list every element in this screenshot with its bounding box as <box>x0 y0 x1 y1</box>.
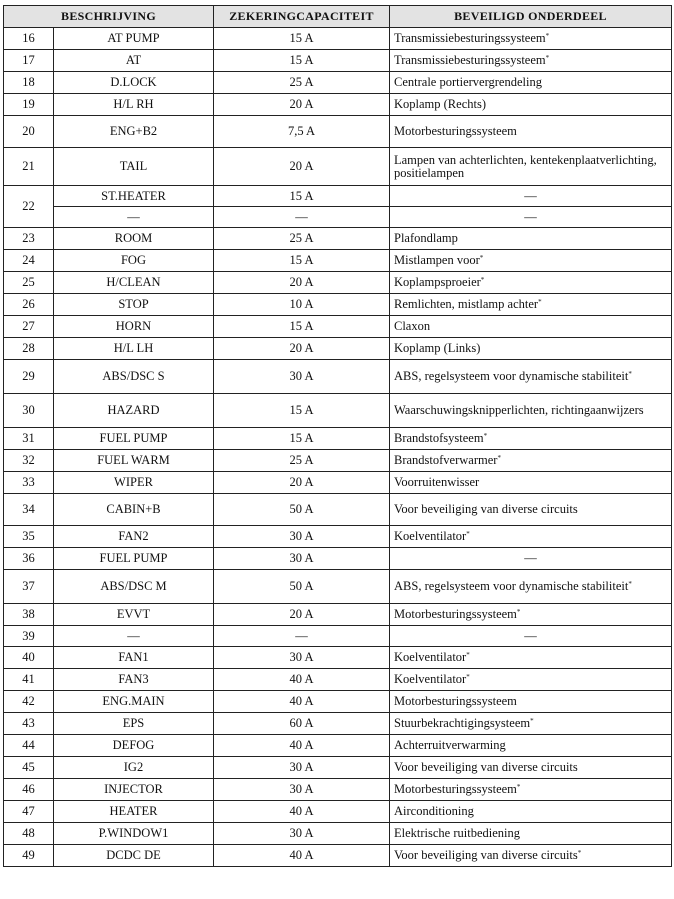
fuse-number: 19 <box>4 94 54 116</box>
protected-component-text: Voorruitenwisser <box>394 475 480 489</box>
fuse-capacity: 25 A <box>214 72 390 94</box>
protected-component-text: Motorbesturingssysteem <box>394 782 517 796</box>
table-row <box>4 116 672 148</box>
protected-component-text: Claxon <box>394 319 431 333</box>
fuse-description: FAN1 <box>54 647 214 669</box>
table-row <box>4 604 672 626</box>
fuse-capacity: 40 A <box>214 691 390 713</box>
fuse-number: 27 <box>4 316 54 338</box>
protected-component <box>390 428 672 450</box>
table-row <box>4 207 672 228</box>
table-row <box>4 94 672 116</box>
protected-component <box>390 570 672 604</box>
fuse-table <box>3 5 672 867</box>
fuse-description: EVVT <box>54 604 214 626</box>
protected-component <box>390 94 672 116</box>
fuse-number: 36 <box>4 548 54 570</box>
protected-component <box>390 116 672 148</box>
protected-component-text: Koplampsproeier <box>394 275 481 289</box>
protected-component <box>390 669 672 691</box>
table-row <box>4 472 672 494</box>
protected-component-text: — <box>524 551 537 565</box>
protected-component-text: Lampen van achterlichten, kentekenplaatverlichting, positielampen <box>394 152 657 180</box>
table-row <box>4 526 672 548</box>
fuse-description: — <box>54 626 214 647</box>
fuse-number: 20 <box>4 116 54 148</box>
protected-component-text: Centrale portiervergrendeling <box>394 75 542 89</box>
protected-component <box>390 338 672 360</box>
fuse-capacity: 30 A <box>214 647 390 669</box>
fuse-description: FUEL PUMP <box>54 548 214 570</box>
fuse-table-body <box>4 28 672 867</box>
footnote-marker: * <box>466 530 470 538</box>
protected-component-text: Waarschuwingsknipperlichten, richtingaanwijzers <box>394 403 644 417</box>
fuse-capacity: 50 A <box>214 570 390 604</box>
fuse-number: 35 <box>4 526 54 548</box>
header-protected: BEVEILIGD ONDERDEEL <box>390 6 672 28</box>
fuse-number: 49 <box>4 845 54 867</box>
footnote-marker: * <box>497 454 501 462</box>
protected-component <box>390 548 672 570</box>
fuse-description: AT <box>54 50 214 72</box>
fuse-number: 21 <box>4 148 54 186</box>
fuse-description: HEATER <box>54 801 214 823</box>
table-row <box>4 50 672 72</box>
fuse-capacity: 25 A <box>214 228 390 250</box>
protected-component <box>390 250 672 272</box>
table-row <box>4 316 672 338</box>
header-description: BESCHRIJVING <box>4 6 214 28</box>
fuse-capacity: 20 A <box>214 272 390 294</box>
table-row <box>4 757 672 779</box>
table-row <box>4 647 672 669</box>
fuse-capacity: 30 A <box>214 779 390 801</box>
table-row <box>4 186 672 207</box>
footnote-marker: * <box>516 608 521 616</box>
fuse-capacity: 15 A <box>214 250 390 272</box>
fuse-capacity: 20 A <box>214 148 390 186</box>
protected-component-text: ABS, regelsysteem voor dynamische stabiliteit <box>394 369 629 383</box>
fuse-description: STOP <box>54 294 214 316</box>
footnote-marker: * <box>483 432 488 440</box>
protected-component <box>390 494 672 526</box>
table-row <box>4 228 672 250</box>
fuse-number: 25 <box>4 272 54 294</box>
table-row <box>4 691 672 713</box>
table-row <box>4 801 672 823</box>
protected-component-text: Plafondlamp <box>394 231 458 245</box>
fuse-number: 43 <box>4 713 54 735</box>
fuse-capacity: — <box>214 207 390 228</box>
fuse-description: INJECTOR <box>54 779 214 801</box>
fuse-capacity: 30 A <box>214 757 390 779</box>
protected-component-text: Airconditioning <box>394 804 474 818</box>
fuse-capacity: 30 A <box>214 360 390 394</box>
table-row <box>4 394 672 428</box>
protected-component-text: Remlichten, mistlamp achter <box>394 297 539 311</box>
fuse-number: 38 <box>4 604 54 626</box>
fuse-capacity: 40 A <box>214 845 390 867</box>
table-row <box>4 148 672 186</box>
fuse-capacity: 10 A <box>214 294 390 316</box>
footnote-marker: * <box>480 276 485 284</box>
fuse-description: AT PUMP <box>54 28 214 50</box>
fuse-number: 46 <box>4 779 54 801</box>
table-row <box>4 338 672 360</box>
protected-component <box>390 294 672 316</box>
fuse-number: 47 <box>4 801 54 823</box>
fuse-number: 16 <box>4 28 54 50</box>
protected-component-text: Stuurbekrachtigingsysteem <box>394 716 531 730</box>
fuse-number: 30 <box>4 394 54 428</box>
fuse-description: ENG+B2 <box>54 116 214 148</box>
fuse-description: DEFOG <box>54 735 214 757</box>
table-row <box>4 845 672 867</box>
table-row <box>4 669 672 691</box>
fuse-description: FUEL PUMP <box>54 428 214 450</box>
protected-component-text: Koelventilator <box>394 650 467 664</box>
protected-component <box>390 72 672 94</box>
fuse-description: H/L RH <box>54 94 214 116</box>
protected-component <box>390 801 672 823</box>
protected-component <box>390 735 672 757</box>
table-row <box>4 570 672 604</box>
table-row <box>4 823 672 845</box>
table-row <box>4 779 672 801</box>
fuse-description: ENG.MAIN <box>54 691 214 713</box>
protected-component <box>390 394 672 428</box>
fuse-capacity: 15 A <box>214 186 390 207</box>
fuse-description: ROOM <box>54 228 214 250</box>
header-row <box>4 6 672 28</box>
protected-component <box>390 50 672 72</box>
table-row <box>4 494 672 526</box>
fuse-number: 23 <box>4 228 54 250</box>
fuse-capacity: 60 A <box>214 713 390 735</box>
fuse-number: 34 <box>4 494 54 526</box>
fuse-capacity: 20 A <box>214 472 390 494</box>
fuse-number: 33 <box>4 472 54 494</box>
fuse-description: ST.HEATER <box>54 186 214 207</box>
protected-component-text: Elektrische ruitbediening <box>394 826 521 840</box>
fuse-description: CABIN+B <box>54 494 214 526</box>
footnote-marker: * <box>466 673 470 681</box>
protected-component-text: Koplamp (Rechts) <box>394 97 486 111</box>
fuse-description: WIPER <box>54 472 214 494</box>
fuse-capacity: 7,5 A <box>214 116 390 148</box>
fuse-number: 42 <box>4 691 54 713</box>
protected-component-text: Brandstofverwarmer <box>394 453 498 467</box>
fuse-description: — <box>54 207 214 228</box>
table-row <box>4 548 672 570</box>
protected-component-text: Koelventilator <box>394 529 467 543</box>
table-row <box>4 428 672 450</box>
protected-component-text: — <box>524 209 537 224</box>
fuse-description: H/CLEAN <box>54 272 214 294</box>
protected-component-text: Achterruitverwarming <box>394 738 506 752</box>
protected-component-text: — <box>524 628 537 643</box>
table-row <box>4 72 672 94</box>
protected-component <box>390 779 672 801</box>
protected-component <box>390 272 672 294</box>
fuse-capacity: 20 A <box>214 94 390 116</box>
fuse-description: FUEL WARM <box>54 450 214 472</box>
fuse-capacity: 15 A <box>214 316 390 338</box>
protected-component <box>390 450 672 472</box>
fuse-description: FOG <box>54 250 214 272</box>
fuse-number: 17 <box>4 50 54 72</box>
protected-component-text: Voor beveiliging van diverse circuits <box>394 848 578 862</box>
fuse-capacity: 25 A <box>214 450 390 472</box>
fuse-number: 18 <box>4 72 54 94</box>
fuse-description: P.WINDOW1 <box>54 823 214 845</box>
protected-component <box>390 823 672 845</box>
protected-component <box>390 626 672 647</box>
fuse-number: 26 <box>4 294 54 316</box>
protected-component-text: Koplamp (Links) <box>394 341 481 355</box>
protected-component-text: Voor beveiliging van diverse circuits <box>394 502 578 516</box>
fuse-number: 45 <box>4 757 54 779</box>
fuse-capacity: 40 A <box>214 669 390 691</box>
fuse-capacity: 15 A <box>214 394 390 428</box>
fuse-number: 31 <box>4 428 54 450</box>
fuse-number: 48 <box>4 823 54 845</box>
protected-component <box>390 526 672 548</box>
fuse-description: FAN2 <box>54 526 214 548</box>
footnote-marker: * <box>479 254 484 262</box>
fuse-capacity: 20 A <box>214 604 390 626</box>
protected-component <box>390 207 672 228</box>
fuse-description: ABS/DSC S <box>54 360 214 394</box>
fuse-capacity: 30 A <box>214 823 390 845</box>
protected-component-text: Motorbesturingssysteem <box>394 694 517 708</box>
protected-component <box>390 228 672 250</box>
fuse-description: HAZARD <box>54 394 214 428</box>
fuse-number: 41 <box>4 669 54 691</box>
table-row <box>4 735 672 757</box>
table-row <box>4 28 672 50</box>
fuse-description: ABS/DSC M <box>54 570 214 604</box>
footnote-marker: * <box>545 32 550 40</box>
fuse-capacity: 40 A <box>214 735 390 757</box>
table-row <box>4 272 672 294</box>
footnote-marker: * <box>628 370 632 378</box>
fuse-description: IG2 <box>54 757 214 779</box>
protected-component <box>390 148 672 186</box>
protected-component-text: ABS, regelsysteem voor dynamische stabiliteit <box>394 579 629 593</box>
fuse-capacity: 20 A <box>214 338 390 360</box>
fuse-capacity: 40 A <box>214 801 390 823</box>
fuse-number: 28 <box>4 338 54 360</box>
protected-component <box>390 186 672 207</box>
table-row <box>4 626 672 647</box>
protected-component <box>390 647 672 669</box>
fuse-capacity: 15 A <box>214 428 390 450</box>
fuse-description: TAIL <box>54 148 214 186</box>
protected-component-text: Mistlampen voor <box>394 253 480 267</box>
protected-component-text: — <box>524 188 537 203</box>
header-capacity: ZEKERINGCAPACITEIT <box>214 6 390 28</box>
fuse-number: 39 <box>4 626 54 647</box>
fuse-number: 40 <box>4 647 54 669</box>
fuse-number: 32 <box>4 450 54 472</box>
fuse-number: 22 <box>4 186 54 228</box>
fuse-number: 37 <box>4 570 54 604</box>
protected-component <box>390 28 672 50</box>
protected-component-text: Brandstofsysteem <box>394 431 484 445</box>
footnote-marker: * <box>538 298 542 306</box>
fuse-number: 29 <box>4 360 54 394</box>
table-row <box>4 713 672 735</box>
fuse-description: EPS <box>54 713 214 735</box>
protected-component <box>390 604 672 626</box>
fuse-capacity: 30 A <box>214 548 390 570</box>
protected-component <box>390 316 672 338</box>
protected-component-text: Transmissiebesturingssysteem <box>394 53 546 67</box>
fuse-description: HORN <box>54 316 214 338</box>
fuse-description: FAN3 <box>54 669 214 691</box>
fuse-description: D.LOCK <box>54 72 214 94</box>
footnote-marker: * <box>530 717 534 725</box>
protected-component <box>390 472 672 494</box>
protected-component <box>390 691 672 713</box>
footnote-marker: * <box>628 580 632 588</box>
footnote-marker: * <box>545 54 550 62</box>
protected-component-text: Voor beveiliging van diverse circuits <box>394 760 578 774</box>
protected-component <box>390 713 672 735</box>
protected-component-text: Motorbesturingssysteem <box>394 124 517 138</box>
footnote-marker: * <box>516 783 521 791</box>
table-row <box>4 294 672 316</box>
protected-component-text: Motorbesturingssysteem <box>394 607 517 621</box>
fuse-capacity: 30 A <box>214 526 390 548</box>
footnote-marker: * <box>577 849 582 857</box>
fuse-capacity: 15 A <box>214 28 390 50</box>
fuse-capacity: 15 A <box>214 50 390 72</box>
fuse-number: 44 <box>4 735 54 757</box>
fuse-capacity: 50 A <box>214 494 390 526</box>
protected-component <box>390 360 672 394</box>
fuse-description: DCDC DE <box>54 845 214 867</box>
protected-component-text: Koelventilator <box>394 672 467 686</box>
table-row <box>4 250 672 272</box>
table-row <box>4 450 672 472</box>
fuse-capacity: — <box>214 626 390 647</box>
protected-component <box>390 845 672 867</box>
protected-component-text: Transmissiebesturingssysteem <box>394 31 546 45</box>
table-row <box>4 360 672 394</box>
fuse-description: H/L LH <box>54 338 214 360</box>
footnote-marker: * <box>466 651 470 659</box>
fuse-number: 24 <box>4 250 54 272</box>
protected-component <box>390 757 672 779</box>
